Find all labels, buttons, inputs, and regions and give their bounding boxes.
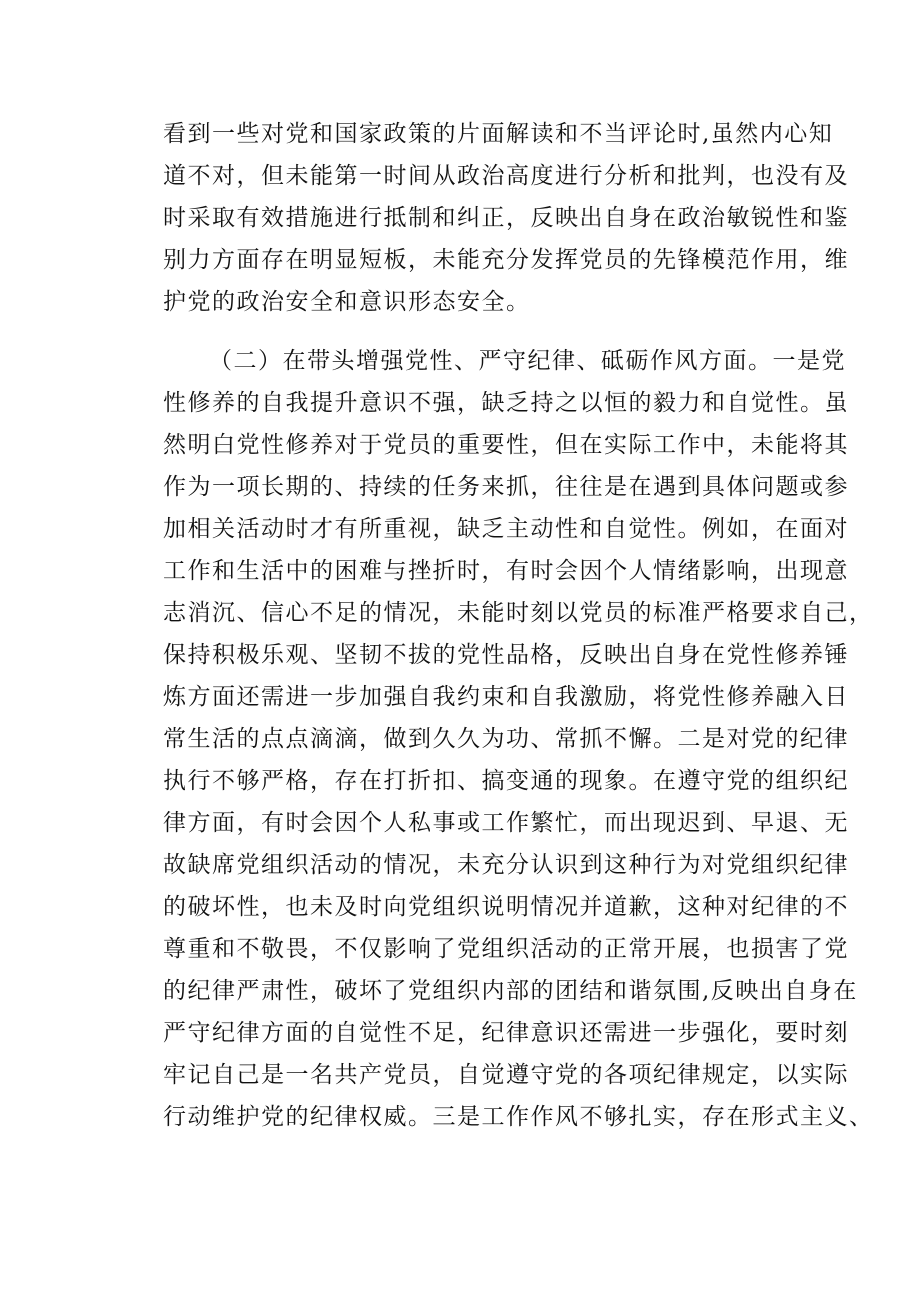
- text-line: 道不对，但未能第一时间从政治高度进行分析和批判，也没有及: [163, 163, 849, 189]
- text-line: 志消沉、信心不足的情况，未能时刻以党员的标准严格要求自己，: [163, 600, 874, 626]
- text-line: 加相关活动时才有所重视，缺乏主动性和自觉性。例如，在面对: [163, 516, 849, 542]
- text-line: 执行不够严格，存在打折扣、搞变通的现象。在遵守党的组织纪: [163, 768, 849, 794]
- text-line: 工作和生活中的困难与挫折时，有时会因个人情绪影响，出现意: [163, 558, 849, 584]
- paragraph-1: [163, 113, 849, 323]
- text-line: 故缺席党组织活动的情况，未充分认识到这种行为对党组织纪律: [163, 852, 849, 878]
- text-line: 性修养的自我提升意识不强，缺乏持之以恒的毅力和自觉性。虽: [163, 390, 849, 416]
- text-line: 别力方面存在明显短板，未能充分发挥党员的先锋模范作用，维: [163, 247, 849, 273]
- text-line: 的破坏性，也未及时向党组织说明情况并道歉，这种对纪律的不: [163, 894, 849, 920]
- text-line: 护党的政治安全和意识形态安全。: [163, 289, 531, 315]
- text-line: 看到一些对党和国家政策的片面解读和不当评论时,虽然内心知: [163, 121, 834, 147]
- text-line: 的纪律严肃性，破坏了党组织内部的团结和谐氛围,反映出自身在: [163, 978, 858, 1004]
- text-line: 常生活的点点滴滴，做到久久为功、常抓不懈。二是对党的纪律: [163, 726, 849, 752]
- text-line: 保持积极乐观、坚韧不拔的党性品格，反映出自身在党性修养锤: [163, 642, 849, 668]
- section-heading-line: （二）在带头增强党性、严守纪律、砥砺作风方面。一是党: [209, 348, 846, 374]
- text-line: 然明白党性修养对于党员的重要性，但在实际工作中，未能将其: [163, 432, 849, 458]
- text-line: 牢记自己是一名共产党员，自觉遵守党的各项纪律规定，以实际: [163, 1062, 849, 1088]
- text-line: 时采取有效措施进行抵制和纠正，反映出自身在政治敏锐性和鉴: [163, 205, 849, 231]
- text-line: 尊重和不敬畏，不仅影响了党组织活动的正常开展，也损害了党: [163, 936, 849, 962]
- text-line: 律方面，有时会因个人私事或工作繁忙，而出现迟到、早退、无: [163, 810, 849, 836]
- text-line: 炼方面还需进一步加强自我约束和自我激励，将党性修养融入日: [163, 684, 849, 710]
- text-line: 严守纪律方面的自觉性不足，纪律意识还需进一步强化，要时刻: [163, 1020, 849, 1046]
- text-line: 行动维护党的纪律权威。三是工作作风不够扎实，存在形式主义、: [163, 1104, 874, 1130]
- paragraph-2: [163, 340, 874, 1138]
- text-line: 作为一项长期的、持续的任务来抓，往往是在遇到具体问题或参: [163, 474, 849, 500]
